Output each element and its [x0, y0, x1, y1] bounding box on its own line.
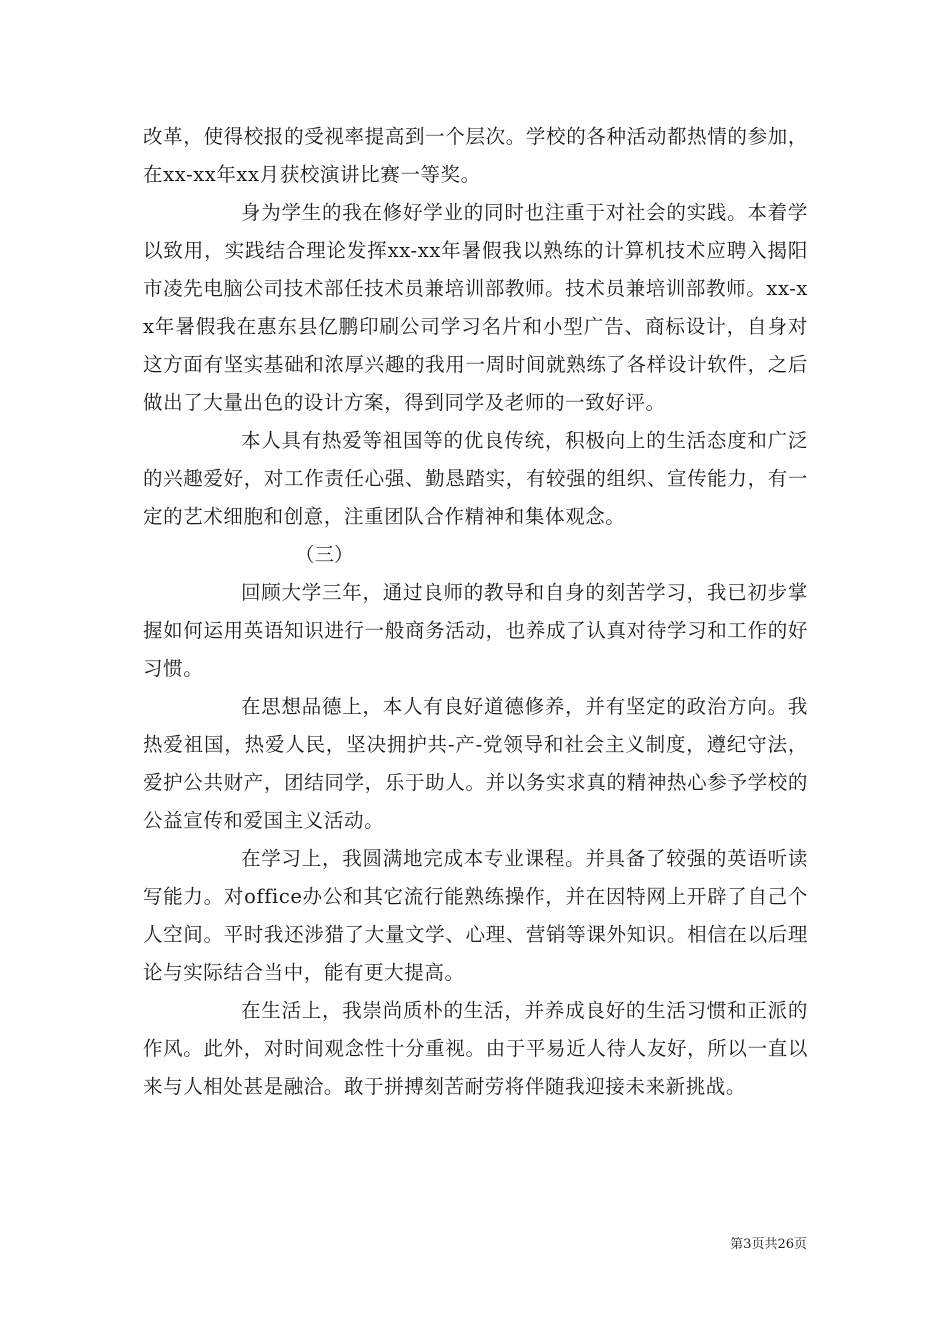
paragraph-university-review: 回顾大学三年，通过良师的教导和自身的刻苦学习，我已初步掌握如何运用英语知识进行一般商务活动，也养成了认真对待学习和工作的好习惯。: [143, 581, 808, 680]
paragraph-personal-traits: 本人具有热爱等祖国等的优良传统，积极向上的生活态度和广泛的兴趣爱好，对工作责任心强、勤恳踏实，有较强的组织、宣传能力，有一定的艺术细胞和创意，注重团队合作精神和集体观念。: [143, 429, 808, 528]
document-body: [143, 118, 808, 1106]
paragraph-social-practice: 身为学生的我在修好学业的同时也注重于对社会的实践。本着学以致用，实践结合理论发挥xx-xx年暑假我以熟练的计算机技术应聘入揭阳市凌先电脑公司技术部任技术员兼培训部教师。技术员兼培训部教师。xx-xx年暑假我在惠东县亿鹏印刷公司学习名片和小型广告、商标设计，自身对这方面有坚实基础和浓厚兴趣的我用一周时间就熟练了各样设计软件，之后做出了大量出色的设计方案，得到同学及老师的一致好评。: [143, 201, 808, 414]
section-heading: （三）: [295, 543, 354, 566]
paragraph-life: 在生活上，我崇尚质朴的生活，并养成良好的生活习惯和正派的作风。此外，对时间观念性十分重视。由于平易近人待人友好，所以一直以来与人相处甚是融洽。敢于拼搏刻苦耐劳将伴随我迎接未来新挑战。: [143, 999, 808, 1098]
paragraph-moral-character: 在思想品德上，本人有良好道德修养，并有坚定的政治方向。我热爱祖国，热爱人民，坚决拥护共-产-党领导和社会主义制度，遵纪守法，爱护公共财产，团结同学，乐于助人。并以务实求真的精神热心参予学校的公益宣传和爱国主义活动。: [143, 695, 808, 832]
paragraph-activities: 改革，使得校报的受视率提高到一个层次。学校的各种活动都热情的参加，在xx-xx年xx月获校演讲比赛一等奖。: [143, 125, 808, 186]
page-number-footer: 第3页共26页: [730, 1237, 807, 1252]
paragraph-study: 在学习上，我圆满地完成本专业课程。并具备了较强的英语听读写能力。对office办公和其它流行能熟练操作，并在因特网上开辟了自己个人空间。平时我还涉猎了大量文学、心理、营销等课外知识。相信在以后理论与实际结合当中，能有更大提高。: [143, 847, 808, 984]
